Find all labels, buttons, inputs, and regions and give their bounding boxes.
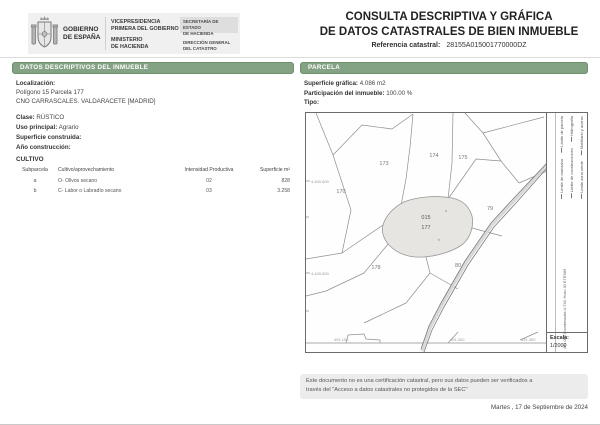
parcel-map-drawing [306, 113, 547, 352]
direccion-general-catastro-label: DIRECCIÓN GENERAL DEL CATASTRO [183, 40, 231, 51]
legend-item: Mobiliario y aceras [579, 116, 584, 156]
cultivo-table-row: a O- Olivos secano 02 828 [33, 178, 290, 184]
gobierno-de-espana-label: GOBIERNO DE ESPAÑA [63, 26, 101, 42]
superficie-grafica-row: Superficie gráfica: 4.086 m2 [304, 80, 386, 87]
cultivo-table-row: b C- Labor o Labradío secano 03 3.258 [33, 188, 290, 194]
tipo-row: Tipo: [304, 99, 320, 106]
subparcel-mark-a: a [445, 209, 447, 213]
secretaria-estado-box: SECRETARÍA DE ESTADO DE HACIENDA [180, 17, 238, 33]
scale-label: Escala: [550, 335, 569, 341]
subparcel-mark-b: b [438, 238, 440, 242]
highlight-label-177: 177 [421, 225, 431, 231]
ministerio-label: MINISTERIO DE HACIENDA [111, 37, 149, 51]
scale-box [547, 332, 587, 352]
highlight-label-015: 015 [421, 215, 431, 221]
easting-label: 491.200 [450, 337, 465, 342]
scale-value: 1/2000 [550, 342, 567, 349]
northing-label: 4.440.600 [311, 179, 329, 184]
legend-divider [555, 113, 556, 352]
datos-descriptivos-header-bar: DATOS DESCRIPTIVOS DEL INMUEBLE [12, 62, 294, 74]
legend-item: Límite de construcciones [569, 148, 574, 199]
col-subparcela: Subparcela [22, 167, 48, 173]
referencia-label: Referencia catastral: [371, 42, 441, 49]
document-title: CONSULTA DESCRIPTIVA Y GRÁFICA DE DATOS CATASTRALES DE BIEN INMUEBLE [319, 11, 579, 38]
spain-coat-of-arms-icon [31, 15, 58, 52]
col-intensidad: Intensidad Productiva [184, 167, 234, 173]
easting-label: 491.100 [334, 337, 349, 342]
parcel-label-174: 174 [429, 153, 439, 159]
legend-item: Límite de parcela [559, 116, 564, 154]
localizacion-label: Localización: [16, 80, 56, 87]
cultivo-section-title: CULTIVO [16, 156, 44, 163]
localizacion-line-2: CNO CARRASCALES. VALDARACETE [MADRID] [16, 98, 156, 105]
participacion-row: Participación del inmueble: 100.00 % [304, 90, 413, 97]
parcel-label-178: 178 [371, 265, 381, 271]
document-date: Martes , 17 de Septiembre de 2024 [491, 404, 588, 411]
parcela-header-bar: PARCELA [300, 62, 588, 74]
parcel-label-80: 80 [454, 263, 462, 269]
easting-label: 491.300 [521, 337, 536, 342]
ano-construccion-row: Año construcción: [16, 144, 71, 151]
localizacion-line-1: Polígono 15 Parcela 177 [16, 89, 84, 96]
northing-label: 4.440.500 [311, 271, 329, 276]
referencia-catastral-row [308, 42, 590, 49]
cadastral-map [305, 112, 588, 353]
col-superficie: Superficie m² [259, 167, 290, 173]
superficie-construida-row: Superficie construida: [16, 134, 82, 141]
certification-disclaimer: Este documento no es una certificación catastral, pero sus datos pueden ser verificados a través del "Acceso a datos catastrales no protegidos de la SEC" [300, 374, 588, 399]
legend-item: Hidrografía [569, 116, 574, 143]
crown-shape [40, 16, 49, 20]
parcel-label-170: 170 [336, 189, 346, 195]
legend-item: Límite de manzana [559, 159, 564, 200]
header-rule [0, 57, 600, 58]
legend-item: Límite zona verde [579, 161, 584, 200]
referencia-value: 28155A015001770000DZ [446, 42, 527, 49]
uso-principal-row: Uso principal: Agrario [16, 124, 79, 131]
col-cultivo: Cultivo/aprovechamiento [58, 167, 115, 173]
map-legend-strip [546, 113, 587, 352]
cultivo-table-header [12, 167, 294, 176]
parcel-label-175: 175 [458, 155, 468, 161]
legend-items [557, 116, 586, 262]
parcel-label-173: 173 [379, 161, 389, 167]
road-lines [421, 163, 547, 352]
vicepresidencia-label: VICEPRESIDENCIA PRIMERA DEL GOBIERNO [111, 19, 179, 33]
clase-row: Clase: RÚSTICO [16, 114, 65, 121]
header-divider [105, 17, 106, 50]
utm-coordinates-note: 491.000 Coordenadas U.T.M. Huso 30 ETRS89 [563, 268, 567, 349]
parcel-label-79: 79 [486, 206, 494, 212]
